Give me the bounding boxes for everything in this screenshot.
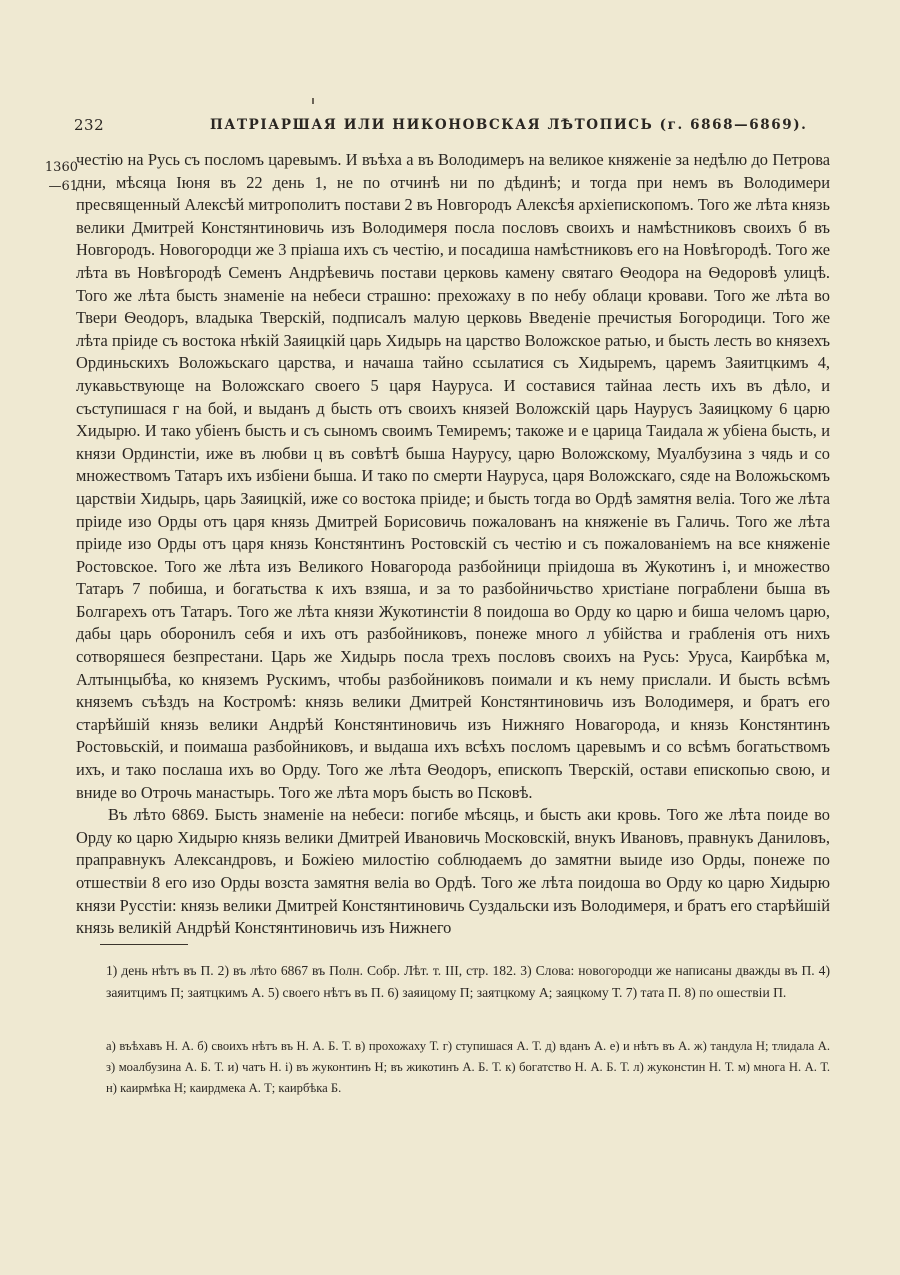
lettered-variant-notes xyxy=(106,1036,830,1099)
footnote-divider xyxy=(100,944,188,945)
print-speck xyxy=(312,98,314,104)
margin-year-bottom: —61 xyxy=(48,179,78,194)
margin-year-note xyxy=(44,158,78,196)
lettered-variant-notes-text: а) въѣхавъ Н. А. б) своихъ нѣтъ въ Н. А. Б. Т. в) прохожаху Т. г) ступишася А. Т. д) вданъ А. е) и нѣтъ въ А. ж) тандула Н; тлидала А. з) моалбузина А. Б. Т. и) чатъ Н. і) въ жуконтинъ Н; въ жикотинъ А. Б. Т. к) богатство Н. А. Б. Т. л) жуконстин Н. Т. м) многа Н. А. Т. н) каирмѣка Н; каирдмека А. Т; каирбѣка Б. xyxy=(106,1039,830,1095)
page-number: 232 xyxy=(74,116,105,134)
numbered-footnotes-text: 1) день нѣтъ въ П. 2) въ лѣто 6867 въ Полн. Собр. Лѣт. т. III, стр. 182. 3) Слова: новогородци же написаны дважды въ П. 4) заяитцимъ П; заятцкимъ А. 5) своего нѣтъ въ П. 6) заяицому П; заятцкому А; заяцкому Т. 7) тата П. 8) по ошествіи П. xyxy=(106,963,830,1000)
paragraph-2: Въ лѣто 6869. Бысть знаменіе на небеси: погибе мѣсяць, и бысть аки кровь. Того же лѣта поиде во Орду ко царю Хидырю князь велики Дмитрей Ивановичь Московскій, внукъ Ивановъ, правнукъ Даниловъ, праправнукъ Александровъ, и Божіею милостію соблюдаемъ до замятни выиде изо Орды, понеже по отшествіи 8 его изо Орды возста замятня веліа во Ордѣ. Того же лѣта поидоша во Орду ко царю Хидырю князи Русстіи: князь велики Дмитрей Констянтиновичь Суздальски изъ Володимеря, и братъ его старѣйшій князь великій Андрѣй Констянтиновичь изъ Нижнего xyxy=(76,805,830,938)
paragraph-1: честію на Русь съ посломъ царевымъ. И въѣха а въ Володимеръ на великое княженіе за недѣлю до Петрова дни, мѣсяца Іюня въ 22 день 1, не по отчинѣ ни по дѣдинѣ; и тогда при немъ въ Володимери пресвященный Алексѣй митрополитъ постави 2 въ Новгородъ Алексѣя архіепископомъ. Того же лѣта князь велики Дмитрей Констянтиновичь изъ Володимеря посла пословъ своихъ и намѣстниковъ своихъ б въ Новгородъ. Новогородци же 3 пріаша ихъ съ честію, и посадиша намѣстниковъ его на Новѣгородѣ. Того же лѣта въ Новѣгородѣ Семенъ Андрѣевичь постави церковь камену святаго Ѳеодора на Ѳедоровѣ улицѣ. Того же лѣта бысть знаменіе на небеси страшно: прехожаху в по небу облаци кровави. Того же лѣта во Твери Ѳеодоръ, владыка Тверскій, подписалъ малую церковь Введеніе пречистыя Богородици. Того же лѣта пріиде съ востока нѣкій Заяицкій царь Хидырь на царство Воложское ратью, и бысть лесть во князехъ Ординьскихъ Воложьскаго царства, и начаша тайно ссылатися съ Хидыремъ, царемъ Заяитцкимъ 4, лукавьствующе на Воложскаго своего 5 царя Науруса. И составися тайнаа лесть ихъ въ дѣло, и съступишася г на бой, и выданъ д бысть отъ своихъ князей Воложскій царь Наурусъ Заяицкому 6 царю Хидырю. И тако убіенъ бысть и съ сыномъ своимъ Темиремъ; такоже и е царица Таидала ж убіена бысть, и князи Ординстіи, иже въ любви ц въ совѣтѣ быша Наурусу, царю Воложскому, Муалбузина з чядь и со множествомъ Татаръ ихъ избіени быша. И тако по смерти Науруса, царя Воложскаго, сяде на Воложьскомъ царствіи Хидырь, царь Заяицкій, иже со востока пріиде; и бысть тогда во Ордѣ замятня веліа. Того же лѣта пріиде изо Орды отъ царя князь Дмитрей Борисовичь пожалованъ на княженіе въ Галичь. Того же лѣта пріиде изо Орды отъ царя князь Констянтинъ Ростовскій съ честію и съ пожалованіемъ на все княженіе Ростовское. Того же лѣта изъ Великого Новагорода разбойници пріидоша въ Жукотинъ і, и множество Татаръ 7 побиша, и богатьства к ихъ взяша, и за то разбойничьство христіане пограблени быша въ Болгарехъ отъ Татаръ. Того же лѣта князи Жукотинстіи 8 поидоша во Орду ко царю и биша челомъ царю, дабы царь оборонилъ себя и ихъ отъ разбойниковъ, понеже много л убійства и грабленія отъ нихъ сотворяшеся безпрестани. Царь же Хидырь посла трехъ пословъ своихъ на Русь: Уруса, Каирбѣка м, Алтынцыбѣа, ко княземъ Рускимъ, чтобы разбойниковъ поимали и къ нему прислали. И бысть всѣмъ княземъ съѣздъ на Костромѣ: князь велики Дмитрей Констянтиновичь изъ Володимеря, и братъ его старѣйшій князь велики Андрѣй Констянтиновичь изъ Нижняго Новагорода, и князь Констянтинъ Ростовьскій, и поимаша разбойниковъ, и выдаша ихъ всѣхъ посломъ царевымъ и со всѣмъ богатьствомъ ихъ, и тако послаша ихъ во Орду. Того же лѣта Ѳеодоръ, епископъ Тверскій, остави епископью свою, и вниде во Отрочь манастырь. Того же лѣта моръ бысть во Псковѣ. xyxy=(76,150,830,802)
margin-year-top: 1360 xyxy=(44,160,78,175)
running-title: ПАТРІАРШАЯ ИЛИ НИКОНОВСКАЯ ЛѢТОПИСЬ (г. 6868—6869). xyxy=(210,117,808,133)
numbered-footnotes xyxy=(106,960,830,1003)
chronicle-text xyxy=(76,149,830,940)
